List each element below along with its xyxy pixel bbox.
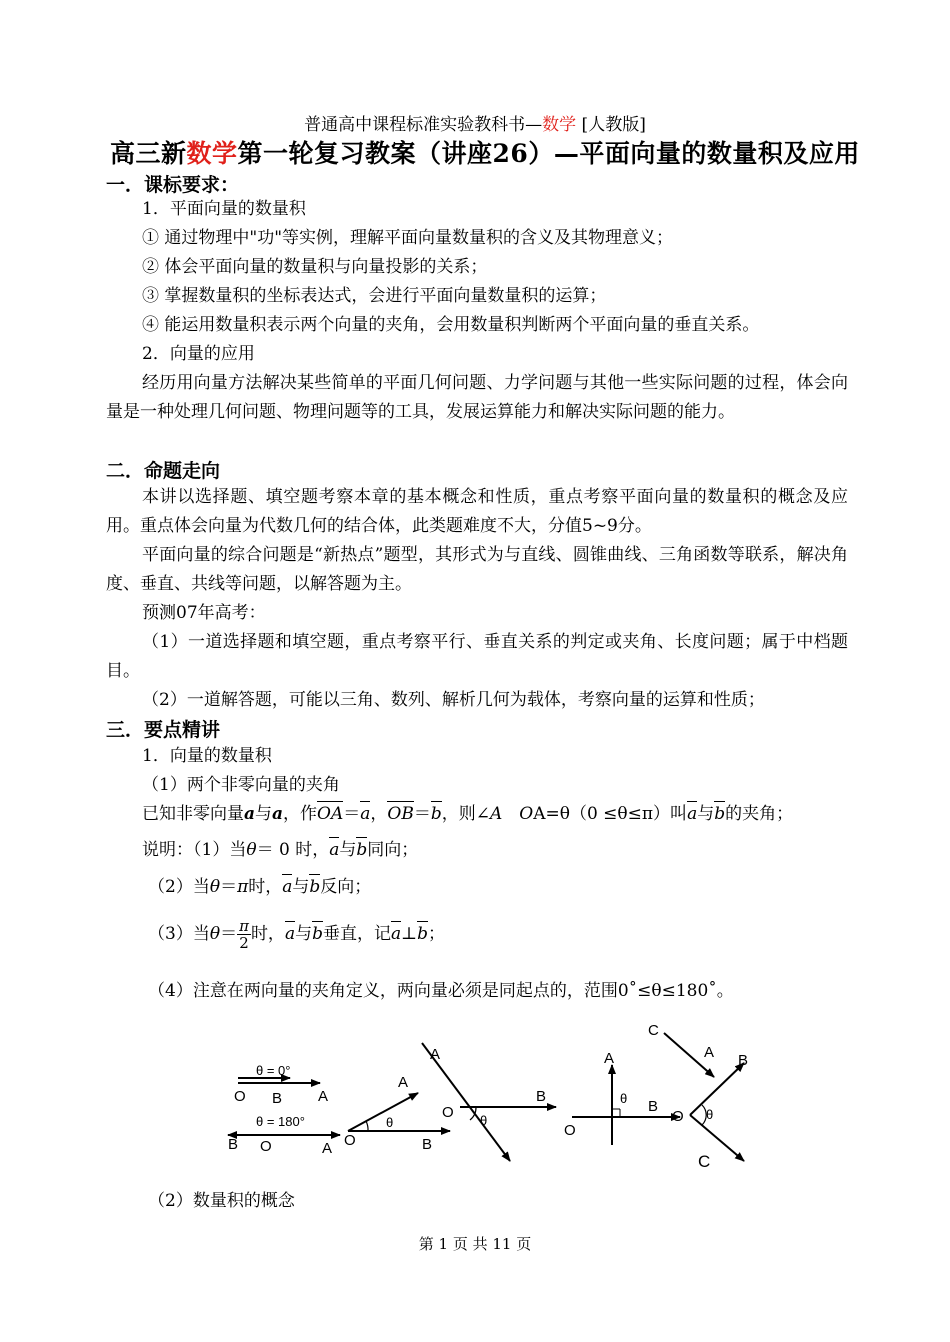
list-item: ④ 能运用数量积表示两个向量的夹角，会用数量积判断两个平面向量的垂直关系。 (142, 315, 760, 335)
paragraph: 经历用向量方法解决某些简单的平面几何问题、力学问题与其他一些实际问题的过程，体会向量是一种处理几何问题、物理问题等的工具，发展运算能力和解决实际问题的能力。 (106, 373, 848, 422)
list-item: 1．平面向量的数量积 (142, 199, 306, 219)
note-3: （3）当θ＝ $\frac{\pi}{2}$ 时，a与b垂直，记a⊥b； (148, 917, 445, 952)
list-item: ③ 掌握数量积的坐标表达式，会进行平面向量数量积的运算； (142, 286, 607, 306)
page-header: 普通高中课程标准实验教科书—数学 [人教版] (304, 115, 646, 135)
note-1: 说明：（1）当θ＝ 0 时，a与b同向； (142, 836, 418, 865)
vector-oa-line (348, 1093, 418, 1131)
point-label: A (318, 1088, 329, 1105)
vector-oa: OA (317, 800, 343, 829)
note-4: （4）注意在两向量的夹角定义，两向量必须是同起点的，范围0˚≤θ≤180˚。 (148, 981, 734, 1001)
section-heading-3: 三．要点精讲 (106, 719, 221, 741)
paragraph: （1）一道选择题和填空题，重点考察平行、垂直关系的判定或夹角、长度问题；属于中档题目。 (106, 632, 848, 681)
paragraph: 平面向量的综合问题是“新热点”题型，其形式为与直线、圆锥曲线、三角函数等联系，解决角度、垂直、共线等问题，以解答题为主。 (106, 545, 848, 594)
section-heading-2: 二．命题走向 (106, 460, 221, 482)
point-label: O (672, 1108, 684, 1125)
label-theta-0: θ = 0° (256, 1063, 291, 1078)
point-label: B (536, 1088, 547, 1105)
point-label: A (430, 1046, 441, 1063)
list-item: ② 体会平面向量的数量积与向量投影的关系； (142, 257, 488, 277)
point-label: B (272, 1090, 283, 1107)
section-heading-1: 一．课标要求： (106, 174, 240, 196)
point-label: C (698, 1152, 711, 1171)
definition-line: 已知非零向量a与a，作OA＝a，OB＝b，则∠A OA=θ（0 ≤θ≤π）叫a与b的夹角； (142, 800, 793, 829)
list-item: 1．向量的数量积 (142, 746, 272, 766)
page-title: 高三新数学第一轮复习教案（讲座26）—平面向量的数量积及应用 (110, 139, 860, 168)
list-item: （2）数量积的概念 (148, 1191, 295, 1211)
point-label: C (648, 1022, 659, 1039)
list-item: ① 通过物理中"功"等实例，理解平面向量数量积的含义及其物理意义； (142, 228, 674, 248)
point-label: O (260, 1138, 272, 1155)
paragraph: 本讲以选择题、填空题考察本章的基本概念和性质，重点考察平面向量的数量积的概念及应用。重点体会向量为代数几何的结合体，此类题难度不大，分值5~9分。 (106, 487, 848, 536)
point-label: B (738, 1052, 749, 1069)
point-label: B (422, 1136, 433, 1153)
list-item: 2．向量的应用 (142, 344, 255, 364)
point-label: B (648, 1098, 659, 1115)
angle-label: θ (386, 1115, 394, 1130)
page-footer: 第 1 页 共 11 页 (418, 1235, 532, 1253)
label-theta-180: θ = 180° (256, 1114, 305, 1129)
point-label: A (604, 1050, 615, 1067)
point-label: A (398, 1074, 409, 1091)
vector-ob-line (690, 1063, 744, 1115)
angle-label: θ (706, 1107, 714, 1122)
point-label: O (234, 1088, 246, 1105)
point-label: O (442, 1104, 454, 1121)
fraction-pi-over-2: $\frac{\pi}{2}$ (239, 917, 249, 952)
vector-ob: OB (387, 800, 413, 829)
point-label: O (564, 1122, 576, 1139)
point-label: A (322, 1140, 333, 1157)
angle-label: θ (480, 1113, 488, 1128)
point-label: O (344, 1132, 356, 1149)
list-item: （1）两个非零向量的夹角 (142, 775, 340, 795)
paragraph: 预测07年高考： (142, 603, 266, 623)
point-label: A (704, 1044, 715, 1061)
paragraph: （2）一道解答题，可能以三角、数列、解析几何为载体，考察向量的运算和性质； (142, 690, 765, 710)
angle-label: θ (620, 1091, 628, 1106)
note-2: （2）当θ＝π时，a与b反向； (148, 873, 371, 902)
point-label: B (228, 1136, 239, 1153)
angle-figure (220, 1015, 760, 1175)
